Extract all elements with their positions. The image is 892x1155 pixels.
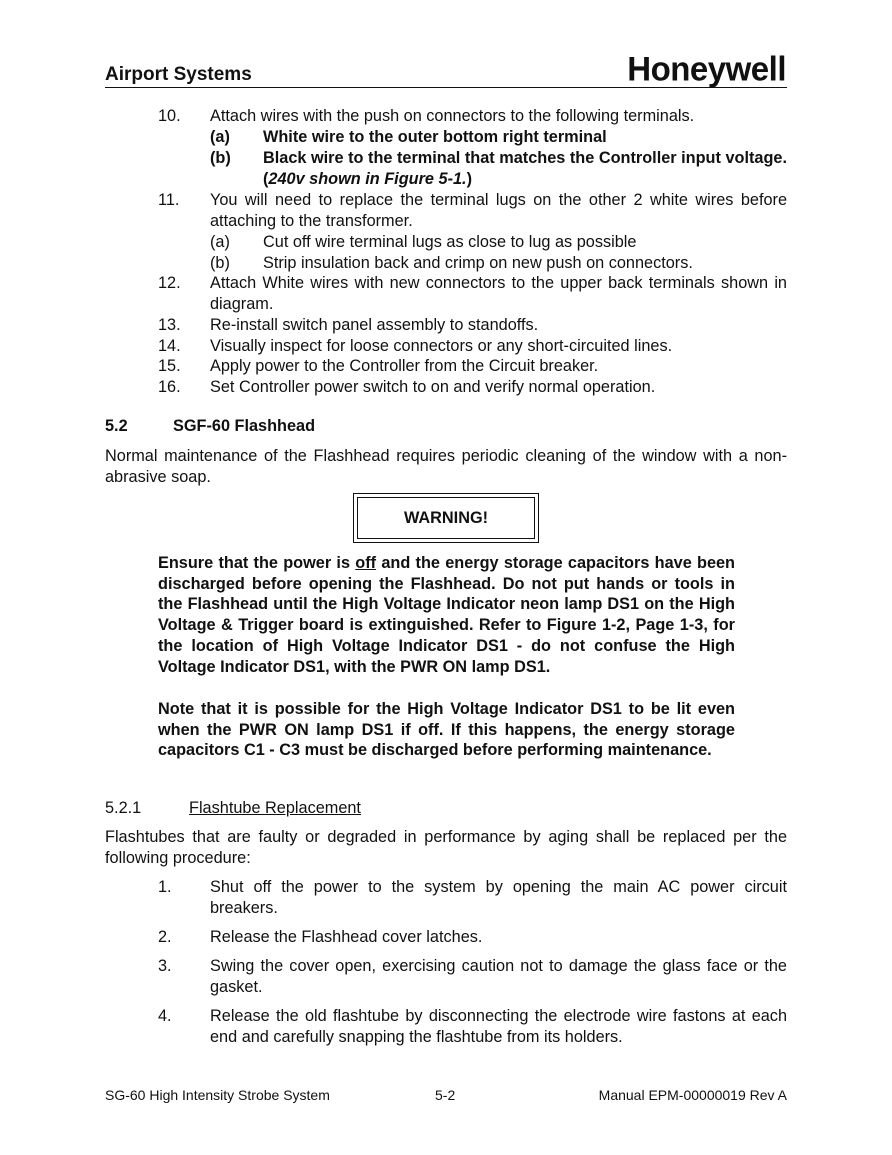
- step-number: 2.: [158, 928, 172, 946]
- substep-text: Cut off wire terminal lugs as close to lug as possible: [263, 233, 637, 251]
- step-text: Swing the cover open, exercising caution not to damage the glass face or the gasket.: [210, 957, 787, 996]
- substep-label: (a): [210, 233, 230, 251]
- step-text: Re-install switch panel assembly to standoffs.: [210, 316, 539, 334]
- substep-label: (b): [210, 149, 231, 167]
- step-number: 10.: [158, 107, 181, 125]
- step-number: 4.: [158, 1007, 172, 1025]
- step-number: 14.: [158, 337, 181, 355]
- warning-emphasis: off: [355, 554, 377, 572]
- step-number: 16.: [158, 378, 181, 396]
- step-number: 15.: [158, 357, 181, 375]
- substep-text: Strip insulation back and crimp on new push on connectors.: [263, 254, 693, 272]
- subsection-title: Flashtube Replacement: [189, 799, 361, 817]
- warning-box: [353, 493, 539, 543]
- substep-label: (b): [210, 254, 230, 272]
- header-section-title: Airport Systems: [105, 64, 252, 85]
- step-text: Apply power to the Controller from the Circuit breaker.: [210, 357, 599, 375]
- subsection-number: 5.2.1: [105, 799, 142, 817]
- subsection-intro: Flashtubes that are faulty or degraded in performance by aging shall be replaced per the following procedure:: [105, 828, 787, 867]
- step-number: 12.: [158, 274, 181, 292]
- warning-title: WARNING!: [357, 497, 535, 539]
- step-text: Visually inspect for loose connectors or any short-circuited lines.: [210, 337, 673, 355]
- step-text: Attach wires with the push on connectors to the following terminals.: [210, 107, 695, 125]
- step-number: 1.: [158, 878, 172, 896]
- step-text: Release the Flashhead cover latches.: [210, 928, 483, 946]
- step-text: Shut off the power to the system by opening the main AC power circuit breakers.: [210, 878, 787, 917]
- warning-note: Note that it is possible for the High Voltage Indicator DS1 to be lit even when the PWR ON lamp DS1 if off. If this happens, the energy storage capacitors C1 - C3 must be discharged before performing maintenance.: [158, 700, 735, 760]
- step-text: Set Controller power switch to on and verify normal operation.: [210, 378, 656, 396]
- substep-label: (a): [210, 128, 230, 146]
- step-text: Attach White wires with new connectors to the upper back terminals shown in diagram.: [210, 274, 787, 313]
- substep-text: Black wire to the terminal that matches the Controller input voltage. (240v shown in Figure 5-1.): [263, 149, 787, 188]
- header-divider: [105, 87, 787, 88]
- substep-text: White wire to the outer bottom right terminal: [263, 128, 607, 146]
- footer-manual-id: Manual EPM-00000019 Rev A: [598, 1087, 787, 1103]
- figure-reference: 240v shown in Figure 5-1.: [268, 169, 467, 188]
- step-text: Release the old flashtube by disconnecting the electrode wire fastons at each end and carefully snapping the flashtube from its holders.: [210, 1007, 787, 1046]
- honeywell-logo: Honeywell: [627, 48, 786, 88]
- warning-paragraph: Ensure that the power is off and the energy storage capacitors have been discharged before opening the Flashhead. Do not put hands or tools in the Flashhead until the High Voltage Indicator neon lamp DS1 on the High Voltage & Trigger board is extinguished. Refer to Figure 1-2, Page 1-3, for the location of High Voltage Indicator DS1 - do not confuse the High Voltage Indicator DS1, with the PWR ON lamp DS1.: [158, 554, 736, 676]
- footer-document-title: SG-60 High Intensity Strobe System: [105, 1087, 330, 1103]
- step-number: 11.: [158, 191, 180, 209]
- section-title: SGF-60 Flashhead: [173, 417, 316, 435]
- step-text: You will need to replace the terminal lugs on the other 2 white wires before attaching to the transformer.: [210, 191, 787, 230]
- section-number: 5.2: [105, 417, 128, 435]
- step-number: 13.: [158, 316, 181, 334]
- section-intro: Normal maintenance of the Flashhead requires periodic cleaning of the window with a non-abrasive soap.: [105, 447, 787, 486]
- step-number: 3.: [158, 957, 172, 975]
- footer-page-number: 5-2: [435, 1087, 456, 1103]
